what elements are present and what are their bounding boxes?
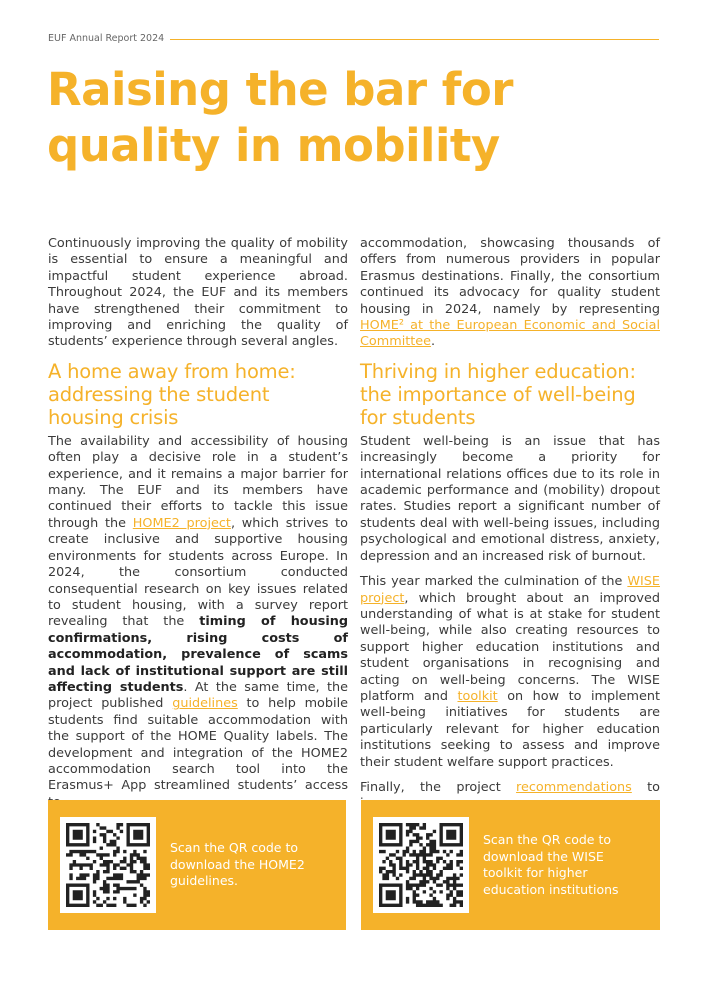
recommendations-link[interactable]: recommendations: [516, 779, 632, 795]
wise-qr-callout: [361, 800, 660, 930]
report-header-label: EUF Annual Report 2024: [48, 33, 165, 44]
wellbeing-paragraph-3: Finally, the project recommendations to: [360, 779, 660, 795]
right-column: [360, 236, 660, 822]
wellbeing-paragraph-2: This year marked the culmination of the WISE project, which brought about an improved understanding of what is at stake for student well-being, while also creating resources to support higher education institutions and student organisations in recognising and acting on well-being concerns. The WISE platform and toolkit on how to implement well-being initiatives for students are particularly relevant for higher education institutions seeking to assess and improve their student welfare support practices.: [360, 574, 660, 770]
qr-code-icon: [379, 823, 463, 907]
home2-qr-callout: [48, 800, 346, 930]
page-title: Raising the bar for quality in mobility: [47, 63, 513, 172]
wise-qr-text: Scan the QR code to download the WISE toolkit for higher education institutions: [483, 832, 619, 897]
eesc-link[interactable]: HOME² at the European Economic and Social Committee: [360, 318, 660, 350]
wellbeing-paragraph-1: Student well-being is an issue that has increasingly become a priority for international relations offices due to its role in academic performance and (mobility) dropout rates. Studies report a significant number of students deal with well-being issues, including psychological and emotional distress, anxiety, depression and an increased risk of burnout.: [360, 433, 660, 564]
wise-qr-code[interactable]: [373, 817, 469, 913]
home2-qr-text: Scan the QR code to download the HOME2 guidelines.: [170, 840, 305, 889]
housing-paragraph: The availability and accessibility of housing often play a decisive role in a student’s experience, and it remains a major barrier for many. The EUF and its members have continued their efforts to tackle this issue through the HOME2 project, which strives to create inclusive and supportive housing environments for students across Europe. In 2024, the consortium conducted consequential research on key issues related to student housing, with a survey report revealing that the timing of housing confirmations, rising costs of accommodation, prevalence of scams and lack of institutional support are still affecting students. At the same time, the project published guidelines to help mobile students find suitable accommodation with the support of the HOME Quality labels. The development and integration of the HOME2 accommodation search tool into the Erasmus+ App streamlined students’ access: [48, 433, 349, 794]
guidelines-link[interactable]: guidelines: [172, 696, 238, 712]
home2-qr-code[interactable]: [60, 817, 156, 913]
toolkit-link[interactable]: toolkit: [457, 688, 498, 704]
survey-findings-bold: timing of housing confirmations, rising costs of accommodation, prevalence of scams and lack of institutional support are still affecting students: [48, 614, 348, 695]
intro-paragraph: Continuously improving the quality of mobility is essential to ensure a meaningful and impactful student experience abroad. Throughout 2024, the EUF and its members have strengthened their commitment to improving and enriching the quality of students’ experience through several angles.: [48, 236, 348, 350]
header-divider: [170, 39, 659, 40]
wellbeing-heading: Thriving in higher education: the importance of well-being for students: [360, 359, 636, 429]
wise-project-link[interactable]: WISE project: [360, 574, 660, 606]
housing-heading: A home away from home: addressing the student housing crisis: [48, 359, 296, 429]
qr-code-icon: [66, 823, 150, 907]
home2-project-link[interactable]: HOME2 project: [132, 515, 231, 531]
housing-continued-paragraph: accommodation, showcasing thousands of offers from numerous providers in popular Erasmus destinations. Finally, the consortium continued its advocacy for quality student housing in 2024, namely by representing HOME² at the European Economic and Social Committee.: [360, 236, 660, 350]
left-column: [48, 236, 348, 820]
